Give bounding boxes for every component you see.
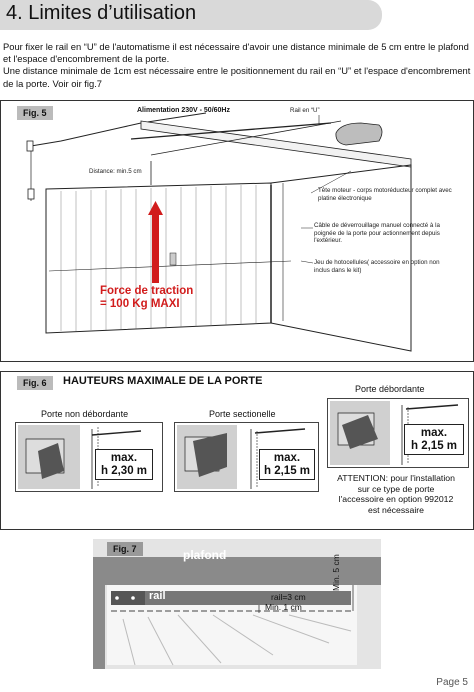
- rail-label-fig7: rail: [149, 590, 166, 602]
- attention-line-1: ATTENTION: pour l'installation: [337, 473, 455, 483]
- figure-6: [0, 371, 474, 530]
- photocells-label: Jeu de hotocellules( accessoire en option non inclus dans le kit): [314, 259, 440, 274]
- figure-7: [93, 539, 381, 669]
- power-supply-label: Alimentation 230V - 50/60Hz: [137, 107, 230, 114]
- non-overlap-title: Porte non débordante: [41, 409, 129, 419]
- intro-paragraph-1: Pour fixer le rail en “U” de l'automatisme il est nécessaire d'avoir une distance minimale de 5 cm entre le plafond et l'espace d'encombrement de la porte.: [3, 41, 469, 65]
- page-number: Page 5: [436, 677, 468, 688]
- intro-text: [3, 41, 471, 90]
- overlap-title: Porte débordante: [355, 384, 425, 394]
- traction-force-line-2: = 100 Kg MAXI: [100, 298, 180, 310]
- attention-line-2: sur ce type de porte: [357, 483, 435, 494]
- motor-head-label: Tête moteur - corps motoréducteur complet avec platine électronique: [318, 187, 452, 202]
- page-title: 4. Limites d’utilisation: [6, 2, 197, 24]
- figure-7-label: Fig. 7: [107, 542, 143, 556]
- min-gap-label: Min. 1 cm: [265, 602, 302, 612]
- non-overlap-max: max.: [110, 452, 138, 464]
- overlap-height: h 2,15 m: [410, 440, 458, 452]
- sectional-title: Porte sectionelle: [209, 409, 276, 419]
- rail-gap-label: rail=3 cm: [271, 592, 306, 602]
- non-overlap-max-box: [95, 449, 153, 480]
- ceiling-label: plafond: [183, 548, 227, 562]
- figure-6-title: HAUTEURS MAXIMALE DE LA PORTE: [63, 375, 263, 387]
- attention-note: [321, 473, 471, 515]
- attention-line-4: est nécessaire: [367, 504, 424, 515]
- figure-5-label: Fig. 5: [17, 106, 53, 120]
- sectional-height: h 2,15 m: [263, 465, 311, 477]
- overlap-max: max.: [420, 427, 448, 439]
- rail-label: Rail en “U”: [290, 107, 320, 114]
- cable-label: Câble de déverrouillage manuel connecté à la poignée de la porte pour actionnement depuis l'extérieur.: [314, 222, 440, 244]
- sectional-max-box: [259, 449, 315, 480]
- figure-5: [0, 100, 474, 362]
- distance-label: Distance: min.5 cm: [89, 168, 142, 175]
- section-title-bar: [0, 0, 382, 30]
- overlap-max-box: [404, 424, 464, 455]
- attention-line-3: l'accessoire en option 992012: [338, 494, 454, 504]
- non-overlap-height: h 2,30 m: [100, 465, 148, 477]
- traction-force-label: [100, 285, 193, 311]
- intro-paragraph-2: Une distance minimale de 1cm est nécessaire entre le positionnement du rail en “U” et l'espace d'encombrement de la porte. Voir oir fig.7: [3, 65, 471, 89]
- sectional-max: max.: [273, 452, 301, 464]
- min-ceiling-label: Min. 5 cm: [331, 554, 341, 591]
- traction-force-line-1: Force de traction: [100, 285, 194, 297]
- figure-6-label: Fig. 6: [17, 376, 53, 390]
